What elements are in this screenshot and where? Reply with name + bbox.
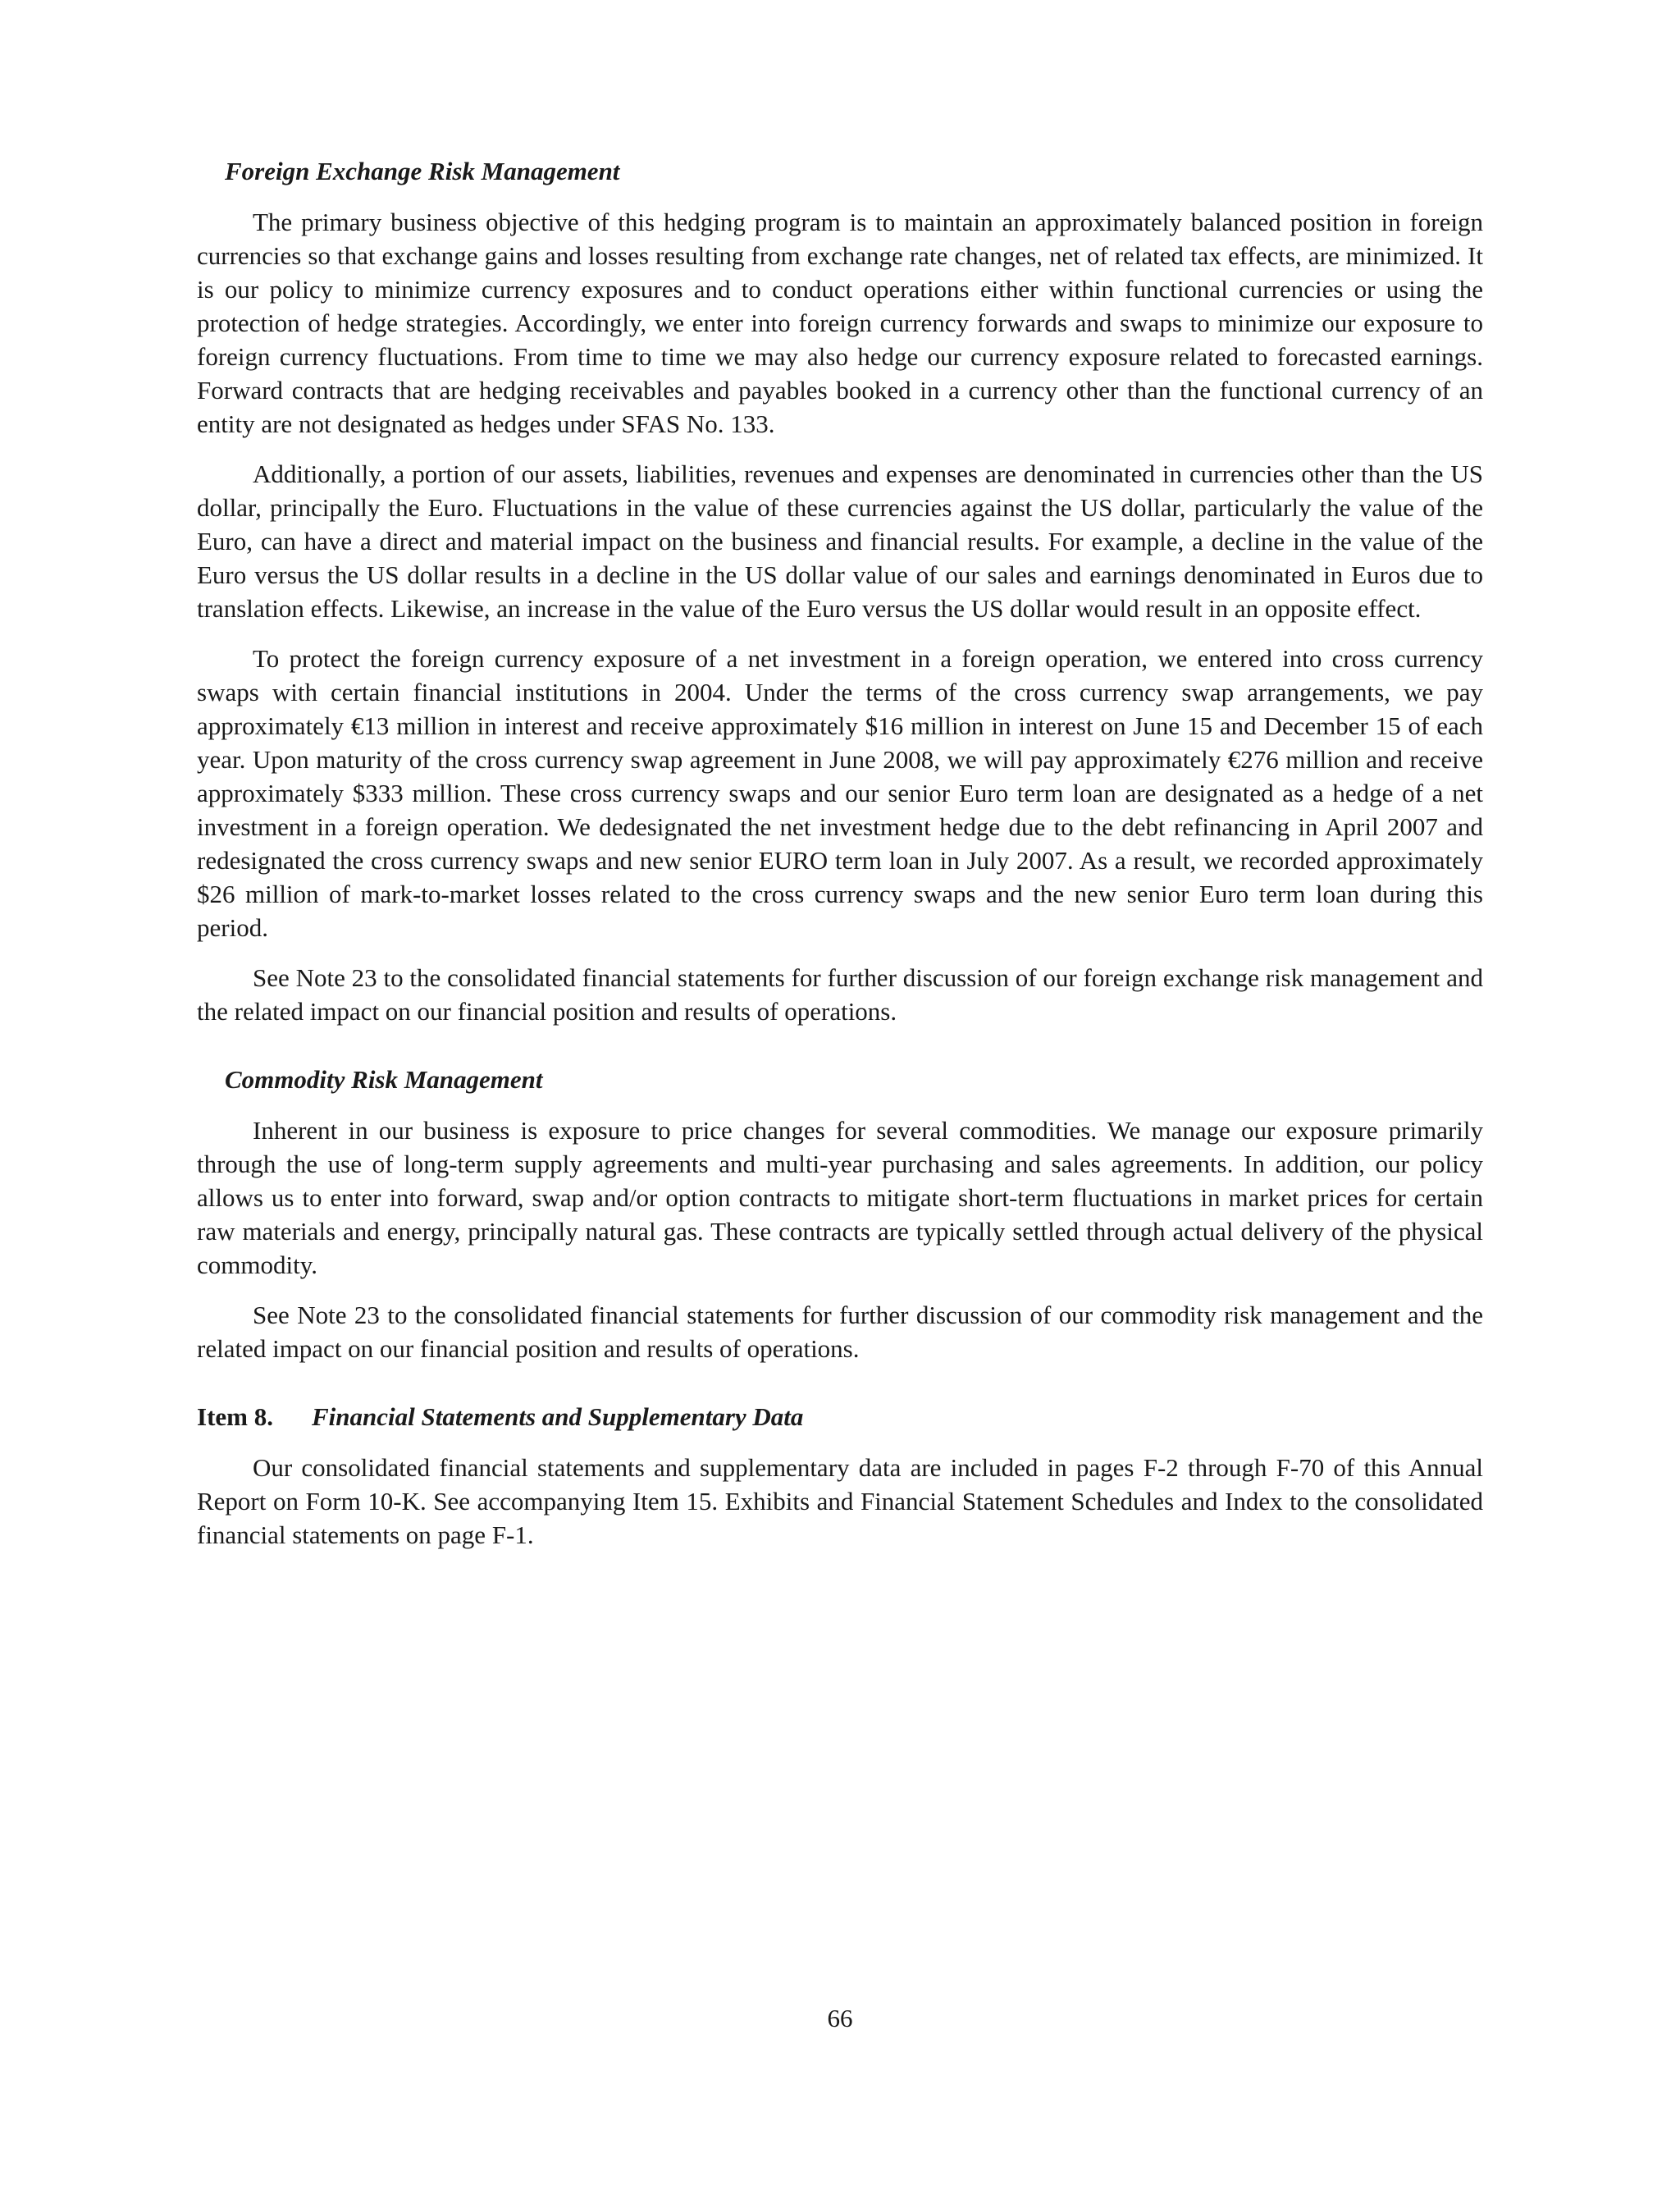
fx-paragraph-4: See Note 23 to the consolidated financial statements for further discussion of our foreign exchange risk management and the related impact on our financial position and results of operations. xyxy=(197,963,1483,1026)
section-spacer xyxy=(197,1382,1483,1400)
fx-paragraph-1: The primary business objective of this hedging program is to maintain an approximately balanced position in foreign currencies so that exchange gains and losses resulting from exchange rate changes, net of related tax effects, are minimized. It is our policy to minimize currency exposures and to conduct operations either within functional currencies or using the protection of hedge strategies. Accordingly, we enter into foreign currency forwards and swaps to minimize our exposure to foreign currency fluctuations. From time to time we may also hedge our currency exposure related to forecasted earnings. Forward contracts that are hedging receivables and payables booked in a currency other than the functional currency of an entity are not designated as hedges under SFAS No. 133. xyxy=(197,208,1483,438)
fx-paragraph-3: To protect the foreign currency exposure of a net investment in a foreign operation, we entered into cross currency swaps with certain financial institutions in 2004. Under the terms of the cross currency swap arrangements, we pay approximately €13 million in interest and receive approximately $16 million in interest on June 15 and December 15 of each year. Upon maturity of the cross currency swap agreement in June 2008, we will pay approximately €276 million and receive approximately $333 million. These cross currency swaps and our senior Euro term loan are designated as a hedge of a net investment in a foreign operation. We dedesignated the net investment hedge due to the debt refinancing in April 2007 and redesignated the cross currency swaps and new senior EURO term loan in July 2007. As a result, we recorded approximately $26 million of mark-to-market losses related to the cross currency swaps and the new senior Euro term loan during this period. xyxy=(197,644,1483,942)
commodity-paragraph-1: Inherent in our business is exposure to price changes for several commodities. We manage our exposure primarily through the use of long-term supply agreements and multi-year purchasing and sales agreements. In addition, our policy allows us to enter into forward, swap and/or option contracts to mitigate short-term fluctuations in market prices for certain raw materials and energy, principally natural gas. These contracts are typically settled through actual delivery of the physical commodity. xyxy=(197,1116,1483,1279)
commodity-paragraph-2: See Note 23 to the consolidated financial statements for further discussion of our commodity risk management and the related impact on our financial position and results of operations. xyxy=(197,1301,1483,1363)
fx-risk-heading: Foreign Exchange Risk Management xyxy=(225,157,620,185)
item8-paragraph-1: Our consolidated financial statements and supplementary data are included in pages F-2 through F-70 of this Annual Report on Form 10-K. See accompanying Item 15. Exhibits and Financial Statement Schedules and Index to the consolidated financial statements on page F-1. xyxy=(197,1453,1483,1549)
item-title: Financial Statements and Supplementary Data xyxy=(312,1402,804,1431)
item-number: Item 8. xyxy=(197,1402,273,1431)
document-page xyxy=(197,154,1483,1568)
section-spacer xyxy=(197,1045,1483,1063)
page-number: 66 xyxy=(827,2004,853,2032)
commodity-risk-heading: Commodity Risk Management xyxy=(225,1065,543,1094)
item-8-heading xyxy=(197,1400,1483,1434)
fx-paragraph-2: Additionally, a portion of our assets, liabilities, revenues and expenses are denominated in currencies other than the US dollar, principally the Euro. Fluctuations in the value of these currencies against the US dollar, particularly the value of the Euro, can have a direct and material impact on the business and financial results. For example, a decline in the value of the Euro versus the US dollar results in a decline in the US dollar value of our sales and earnings denominated in Euros due to translation effects. Likewise, an increase in the value of the Euro versus the US dollar would result in an opposite effect. xyxy=(197,459,1483,623)
